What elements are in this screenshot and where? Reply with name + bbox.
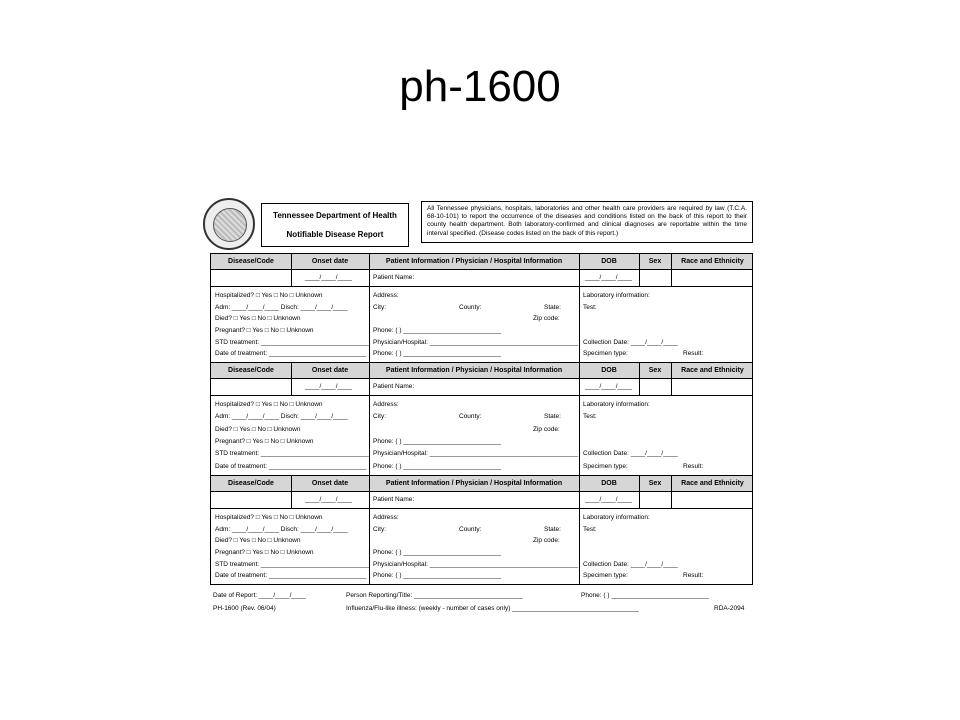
state-label: State:	[544, 526, 561, 533]
disease-report-form	[203, 198, 753, 616]
header-dob: DOB	[601, 480, 617, 487]
county-label: County:	[459, 526, 482, 533]
pregnant-field: Pregnant? □ Yes □ No □ Unknown	[215, 438, 314, 445]
patient-phone-field: Phone: ( ) ___________________________	[373, 549, 501, 556]
rda-number: RDA-2094	[714, 605, 745, 612]
result-label: Result:	[683, 572, 704, 579]
onset-date-field: ____/____/____	[305, 496, 352, 503]
test-label: Test:	[583, 304, 597, 311]
city-label: City:	[373, 526, 386, 533]
state-label: State:	[544, 304, 561, 311]
test-label: Test:	[583, 526, 597, 533]
patient-name-label: Patient Name:	[373, 496, 415, 503]
state-label: State:	[544, 413, 561, 420]
date-treatment-field: Date of treatment: ___________________________	[215, 572, 367, 579]
header-sex: Sex	[648, 258, 662, 265]
dob-field: ____/____/____	[585, 383, 632, 390]
header-onset: Onset date	[311, 480, 349, 487]
lab-info-label: Laboratory information:	[583, 514, 650, 521]
patient-block	[210, 475, 753, 585]
zip-label: Zip code:	[533, 426, 560, 433]
header-onset: Onset date	[311, 258, 349, 265]
county-label: County:	[459, 304, 482, 311]
date-treatment-field: Date of treatment: ___________________________	[215, 350, 367, 357]
patient-phone-field: Phone: ( ) ___________________________	[373, 438, 501, 445]
physician-field: Physician/Hospital: _________________________________________	[373, 561, 578, 568]
city-label: City:	[373, 413, 386, 420]
pregnant-field: Pregnant? □ Yes □ No □ Unknown	[215, 549, 314, 556]
specimen-type-label: Specimen type:	[583, 350, 628, 357]
patient-name-label: Patient Name:	[373, 274, 415, 281]
agency-name: Tennessee Department of Health	[273, 211, 397, 220]
header-sex: Sex	[648, 480, 662, 487]
died-field: Died? □ Yes □ No □ Unknown	[215, 426, 301, 433]
collection-date-field: Collection Date: ____/____/____	[583, 561, 678, 568]
patient-name-label: Patient Name:	[373, 383, 415, 390]
patient-phone-field: Phone: ( ) ___________________________	[373, 327, 501, 334]
physician-field: Physician/Hospital: _________________________________________	[373, 339, 578, 346]
hospitalized-field: Hospitalized? □ Yes □ No □ Unknown	[215, 292, 323, 299]
physician-phone-field: Phone: ( ) ___________________________	[373, 350, 501, 357]
address-label: Address:	[373, 401, 399, 408]
std-treatment-field: STD treatment: ______________________________	[215, 339, 370, 346]
legal-notice: All Tennessee physicians, hospitals, laboratories and other health care providers are required by law (T.C.A. 68-10-101) to report the occurrence of the diseases and conditions listed on the back of this report to their county health department. Both laboratory-confirmed and clinical diagnoses are reportable within the time interval specified. (Disease codes listed on the back of this report.)	[421, 201, 753, 243]
person-reporting: Person Reporting/Title: ______________________________	[346, 592, 523, 599]
specimen-type-label: Specimen type:	[583, 572, 628, 579]
header-patient: Patient Information / Physician / Hospital Information	[385, 367, 563, 374]
specimen-type-label: Specimen type:	[583, 463, 628, 470]
result-label: Result:	[683, 350, 704, 357]
zip-label: Zip code:	[533, 315, 560, 322]
adm-disch-field: Adm: ____/____/____ Disch: ____/____/____	[215, 304, 348, 311]
std-treatment-field: STD treatment: ______________________________	[215, 561, 370, 568]
header-race: Race and Ethnicity	[681, 480, 744, 487]
address-label: Address:	[373, 514, 399, 521]
header-disease: Disease/Code	[228, 258, 274, 265]
header-sex: Sex	[648, 367, 662, 374]
header-onset: Onset date	[311, 367, 349, 374]
zip-label: Zip code:	[533, 537, 560, 544]
adm-disch-field: Adm: ____/____/____ Disch: ____/____/____	[215, 413, 348, 420]
collection-date-field: Collection Date: ____/____/____	[583, 450, 678, 457]
pregnant-field: Pregnant? □ Yes □ No □ Unknown	[215, 327, 314, 334]
header-race: Race and Ethnicity	[681, 258, 744, 265]
footer-phone: Phone: ( ) ___________________________	[581, 592, 709, 599]
date-treatment-field: Date of treatment: ___________________________	[215, 463, 367, 470]
slide-title: ph-1600	[399, 62, 561, 111]
patient-block	[210, 253, 753, 363]
collection-date-field: Collection Date: ____/____/____	[583, 339, 678, 346]
onset-date-field: ____/____/____	[305, 274, 352, 281]
std-treatment-field: STD treatment: ______________________________	[215, 450, 370, 457]
header-patient: Patient Information / Physician / Hospital Information	[385, 258, 563, 265]
dob-field: ____/____/____	[585, 274, 632, 281]
date-of-report: Date of Report: ____/____/____	[213, 592, 306, 599]
header-dob: DOB	[601, 258, 617, 265]
agency-box	[261, 203, 409, 247]
died-field: Died? □ Yes □ No □ Unknown	[215, 315, 301, 322]
form-number: PH-1600 (Rev. 06/04)	[213, 605, 276, 612]
address-label: Address:	[373, 292, 399, 299]
dob-field: ____/____/____	[585, 496, 632, 503]
patient-block	[210, 362, 753, 476]
hospitalized-field: Hospitalized? □ Yes □ No □ Unknown	[215, 401, 323, 408]
header-race: Race and Ethnicity	[681, 367, 744, 374]
state-seal-icon	[203, 198, 255, 250]
onset-date-field: ____/____/____	[305, 383, 352, 390]
died-field: Died? □ Yes □ No □ Unknown	[215, 537, 301, 544]
header-disease: Disease/Code	[228, 480, 274, 487]
lab-info-label: Laboratory information:	[583, 401, 650, 408]
county-label: County:	[459, 413, 482, 420]
header-disease: Disease/Code	[228, 367, 274, 374]
header-patient: Patient Information / Physician / Hospital Information	[385, 480, 563, 487]
hospitalized-field: Hospitalized? □ Yes □ No □ Unknown	[215, 514, 323, 521]
report-name: Notifiable Disease Report	[286, 230, 384, 239]
city-label: City:	[373, 304, 386, 311]
test-label: Test:	[583, 413, 597, 420]
physician-phone-field: Phone: ( ) ___________________________	[373, 572, 501, 579]
header-dob: DOB	[601, 367, 617, 374]
physician-phone-field: Phone: ( ) ___________________________	[373, 463, 501, 470]
result-label: Result:	[683, 463, 704, 470]
adm-disch-field: Adm: ____/____/____ Disch: ____/____/____	[215, 526, 348, 533]
lab-info-label: Laboratory information:	[583, 292, 650, 299]
physician-field: Physician/Hospital: _________________________________________	[373, 450, 578, 457]
influenza-line: Influenza/Flu-like illness: (weekly - number of cases only) ___________________________________	[346, 605, 639, 612]
